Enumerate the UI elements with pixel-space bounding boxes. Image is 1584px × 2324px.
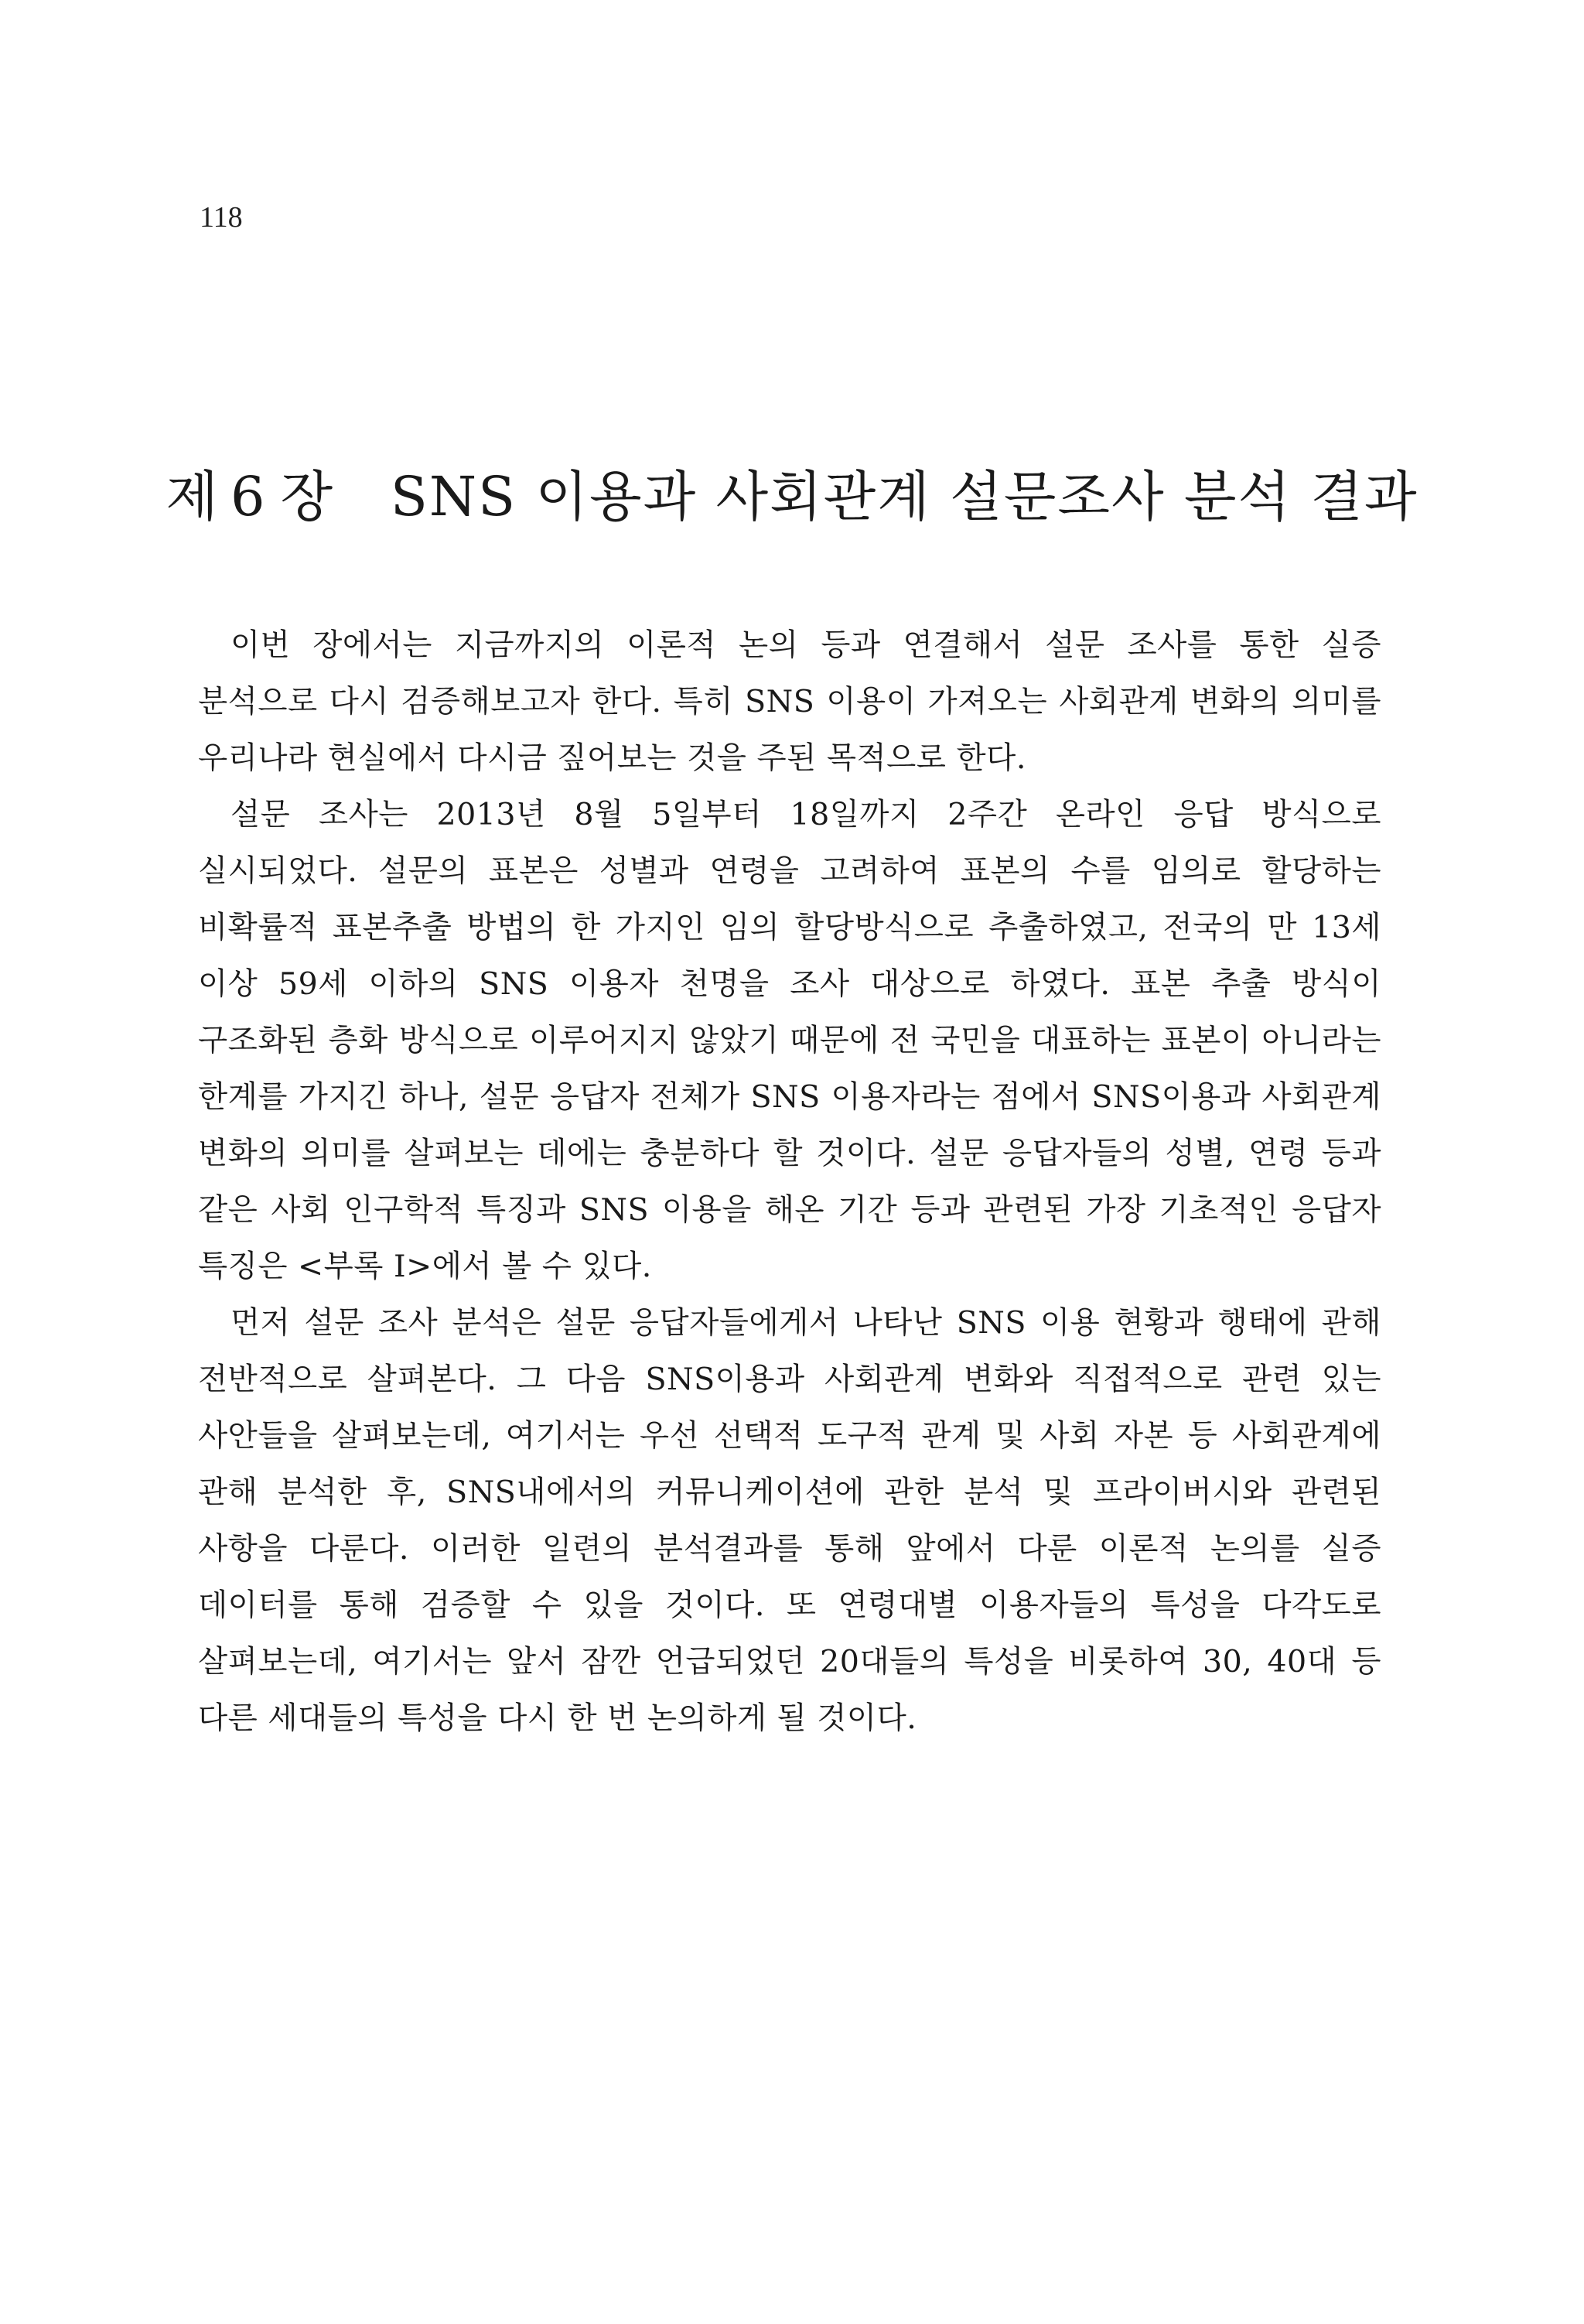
body-text [198,617,1381,1747]
page-number: 118 [200,201,243,234]
chapter-title [0,464,1584,529]
paragraph-survey-method: 설문 조사는 2013년 8월 5일부터 18일까지 2주간 온라인 응답 방식으로 실시되었다. 설문의 표본은 성별과 연령을 고려하여 표본의 수를 임의로 할당하는 비확률적 표본추출 방법의 한 가지인 임의 할당방식으로 추출하였고, 전국의 만 13세 이상 59세 이하의 SNS 이용자 천명을 조사 대상으로 하였다. 표본 추출 방식이 구조화된 층화 방식으로 이루어지지 않았기 때문에 전 국민을 대표하는 표본이 아니라는 한계를 가지긴 하나, 설문 응답자 전체가 SNS 이용자라는 점에서 SNS이용과 사회관계 변화의 의미를 살펴보는 데에는 충분하다 할 것이다. 설문 응답자들의 성별, 연령 등과 같은 사회 인구학적 특징과 SNS 이용을 해온 기간 등과 관련된 가장 기초적인 응답자 특징은 <부록 I>에서 볼 수 있다. [198,797,1381,1284]
paragraph-intro: 이번 장에서는 지금까지의 이론적 논의 등과 연결해서 설문 조사를 통한 실증 분석으로 다시 검증해보고자 한다. 특히 SNS 이용이 가져오는 사회관계 변화의 의미를 우리나라 현실에서 다시금 짚어보는 것을 주된 목적으로 한다. [198,627,1381,776]
chapter-number: 6 [230,465,267,528]
chapter-title-text: SNS 이용과 사회관계 설문조사 분석 결과 [390,465,1418,528]
chapter-label-prefix: 제 [166,465,220,528]
paragraph-analysis-plan: 먼저 설문 조사 분석은 설문 응답자들에게서 나타난 SNS 이용 현황과 행태에 관해 전반적으로 살펴본다. 그 다음 SNS이용과 사회관계 변화와 직접적으로 관련 있는 사안들을 살펴보는데, 여기서는 우선 선택적 도구적 관계 및 사회 자본 등 사회관계에 관해 분석한 후, SNS내에서의 커뮤니케이션에 관한 분석 및 프라이버시와 관련된 사항을 다룬다. 이러한 일련의 분석결과를 통해 앞에서 다룬 이론적 논의를 실증 데이터를 통해 검증할 수 있을 것이다. 또 연령대별 이용자들의 특성을 다각도로 살펴보는데, 여기서는 앞서 잠깐 언급되었던 20대들의 특성을 비롯하여 30, 40대 등 다른 세대들의 특성을 다시 한 번 논의하게 될 것이다. [198,1305,1381,1736]
chapter-label-suffix: 장 [280,465,335,528]
